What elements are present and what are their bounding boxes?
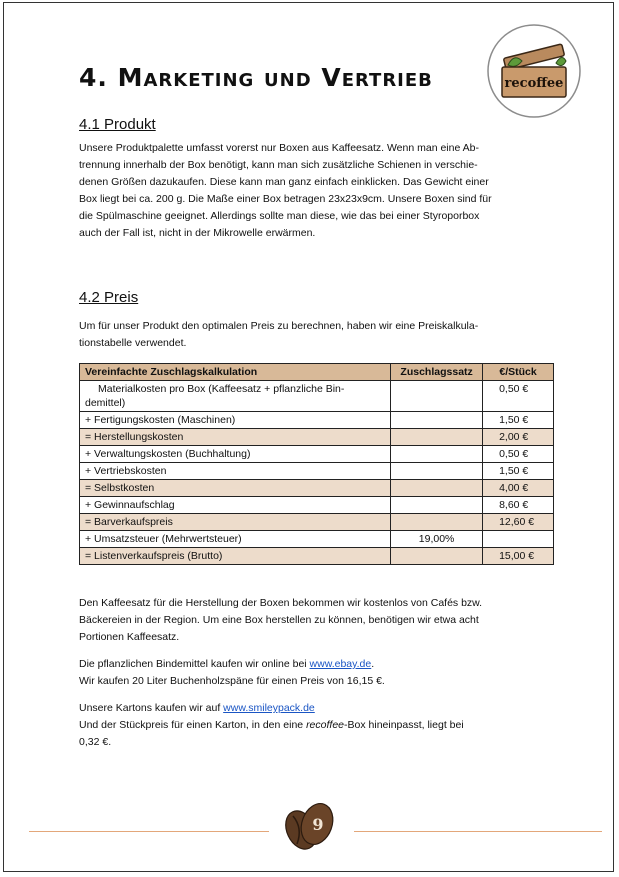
row-price [483,531,554,548]
row-rate [391,497,483,514]
table-row [80,531,554,548]
product-line: Box liegt bei ca. 200 g. Die Maße einer Box betragen 23x23x9cm. Unsere Boxen sind für [79,193,492,205]
table-header-row [80,364,554,381]
row-label: + Vertriebskosten [80,463,391,480]
row-label: + Gewinnaufschlag [80,497,391,514]
row-rate [391,381,483,412]
row-label: = Selbstkosten [80,480,391,497]
row-price: 0,50 € [483,446,554,463]
cartons-line: 0,32 €. [79,736,112,748]
product-paragraph [79,140,559,242]
row-rate [391,446,483,463]
product-line: trennung innerhalb der Box benötigt, kann man sich zusätzliche Schienen in verschie- [79,159,478,171]
row-price: 8,60 € [483,497,554,514]
coffee-grounds-line: Bäckereien in der Region. Um eine Box herstellen zu können, benötigen wir etwa acht [79,614,479,626]
row-price: 4,00 € [483,480,554,497]
ebay-link[interactable]: www.ebay.de [309,658,372,670]
table-row [80,446,554,463]
product-line: die Spülmaschine geeignet. Allerdings sollte man diese, wie das bei einer Styroporbox [79,210,480,222]
binder-paragraph [79,656,559,690]
row-label: + Fertigungskosten (Maschinen) [80,412,391,429]
cartons-line: Unsere Kartons kaufen wir auf www.smileypack.de [79,702,315,714]
column-header-surcharge-rate: Zuschlagssatz [391,364,483,381]
row-price: 1,50 € [483,412,554,429]
page-number: 9 [312,815,324,834]
binder-line: Wir kaufen 20 Liter Buchenholzspäne für einen Preis von 16,15 €. [79,675,385,687]
product-line: Unsere Produktpalette umfasst vorerst nur Boxen aus Kaffeesatz. Wenn man eine Ab- [79,142,479,154]
section-heading-product: 4.1 Produkt [79,116,156,133]
table-row [80,514,554,531]
cartons-line: Und der Stückpreis für einen Karton, in den eine recoffee-Box hineinpasst, liegt bei [79,719,464,731]
column-header-price-per-unit: €/Stück [483,364,554,381]
price-intro-line: tionstabelle verwendet. [79,337,187,349]
table-row [80,412,554,429]
column-header-calculation: Vereinfachte Zuschlagskalkulation [80,364,391,381]
row-rate [391,412,483,429]
product-line: denen Größen dazukaufen. Diese kann man ganz einfach einklicken. Das Gewicht einer [79,176,489,188]
row-rate [391,514,483,531]
table-row [80,497,554,514]
document-page [3,2,614,872]
recoffee-brand-text: recoffee [306,719,345,731]
row-rate [391,429,483,446]
row-price: 12,60 € [483,514,554,531]
cartons-paragraph [79,700,559,751]
row-label: + Umsatzsteuer (Mehrwertsteuer) [80,531,391,548]
table-row [80,480,554,497]
coffee-bean-page-badge [279,798,339,856]
table-row [80,548,554,565]
logo-wordmark: recoffee [504,76,564,91]
row-rate [391,480,483,497]
row-price: 2,00 € [483,429,554,446]
footer-divider-right [354,831,602,832]
coffee-grounds-paragraph [79,595,559,646]
coffee-grounds-line: Den Kaffeesatz für die Herstellung der Boxen bekommen wir kostenlos von Cafés bzw. [79,597,483,609]
table-row [80,429,554,446]
row-label: Materialkosten pro Box (Kaffeesatz + pflanzliche Bin- demittel) [80,381,391,412]
product-line: auch der Fall ist, nicht in der Mikrowelle erwärmen. [79,227,316,239]
row-price: 1,50 € [483,463,554,480]
table-row [80,381,554,412]
row-label: + Verwaltungskosten (Buchhaltung) [80,446,391,463]
chapter-heading: 4. Marketing und Vertrieb [79,63,433,92]
row-rate: 19,00% [391,531,483,548]
row-label: = Listenverkaufspreis (Brutto) [80,548,391,565]
row-rate [391,548,483,565]
binder-line: Die pflanzlichen Bindemittel kaufen wir online bei www.ebay.de. [79,658,375,670]
recoffee-logo [486,23,582,119]
smileypack-link[interactable]: www.smileypack.de [223,702,315,714]
table-row [80,463,554,480]
pricing-calculation-table [79,363,554,565]
row-label: = Herstellungskosten [80,429,391,446]
coffee-grounds-line: Portionen Kaffeesatz. [79,631,180,643]
footer-divider-left [29,831,269,832]
price-intro-paragraph [79,318,559,352]
row-price: 0,50 € [483,381,554,412]
price-intro-line: Um für unser Produkt den optimalen Preis zu berechnen, haben wir eine Preiskalkula- [79,320,479,332]
section-heading-price: 4.2 Preis [79,289,139,306]
row-price: 15,00 € [483,548,554,565]
row-rate [391,463,483,480]
row-label: = Barverkaufspreis [80,514,391,531]
